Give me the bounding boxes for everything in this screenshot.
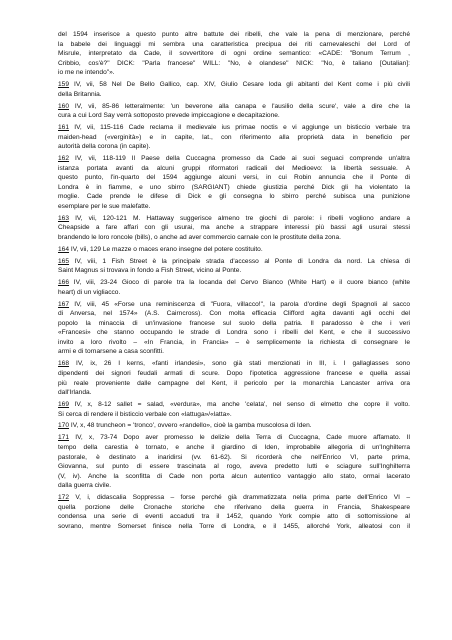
footnote-159 <box>58 80 410 99</box>
footnote-line: popolo la minaccia di un'invasione francese sul suolo della patria. Il paradosso è che i veri <box>58 319 410 327</box>
footnote-number[interactable]: 169 <box>58 400 70 408</box>
footnote-number[interactable]: 172 <box>58 494 70 502</box>
footnote-165 <box>58 257 410 276</box>
footnote-text: IV, x, 8-12 sallet = salad, «verdura», ma anche 'celata', nel senso di elmetto che copre il volto. <box>74 400 410 408</box>
footnote-number[interactable]: 165 <box>58 257 70 265</box>
footnote-line: istanza portata avanti da alcuni gruppi riformatori radicali del Medioevo: la libertà sessuale. A <box>58 164 410 172</box>
footnote-164 <box>58 245 410 255</box>
footnote-line: maiden-head («verginità») e in capite, lat., con riferimento alla proprietà data in beneficio per <box>58 133 410 141</box>
footnote-line: «Francesi» che stanno occupando le strade di Londra sono i ribelli del Kent, e che il successivo <box>58 329 410 337</box>
footnote-line: della Britannia. <box>58 90 102 98</box>
footnote-continuation <box>58 30 410 78</box>
footnote-line: pastorale, è destinato a inaridirsi (vv. 61-62). Si ricorderà che nell'Enrico VI, parte prima, <box>58 453 410 461</box>
footnote-line: del 1594 inserisce a questo punto altre battute dei ribelli, che vale la pena di menzionare, perché <box>58 31 410 38</box>
footnote-line: sovrano, mentre Somerset finisce nella Torre di Londra, e il 1455, allorché York, alleatosi con il <box>58 522 410 530</box>
footnote-line: armi e di tornarsene a casa sconfitti. <box>58 348 164 356</box>
footnote-number[interactable]: 168 <box>58 360 70 368</box>
footnote-line: Saint Magnus si trovava in fondo a Fish Street, vicino al Ponte. <box>58 267 242 275</box>
footnote-number[interactable]: 162 <box>58 155 70 163</box>
footnote-number[interactable]: 164 <box>58 245 70 253</box>
footnote-171 <box>58 433 410 490</box>
footnote-167 <box>58 300 410 357</box>
footnote-line: (V, iv). Anche la sconfitta di Cade non porta alcun autentico vantaggio allo stato, ormai lacerato <box>58 472 410 480</box>
footnote-number[interactable]: 163 <box>58 214 70 222</box>
footnote-line: dipendenti dei signori feudali armati di scure. Dopo l'ipotetica aggressione francese e quella assai <box>58 369 410 377</box>
footnote-line: la babele dei linguaggi mi sembra una caratteristica precipua dei riti carnevaleschi del Lord of <box>58 40 410 48</box>
footnote-text: IV, x, 48 truncheon = 'tronco', ovvero «randello», cioè la gamba muscolosa di Iden. <box>70 422 312 430</box>
footnote-line: invito a loro rivolto – «In Francia, in Francia» – è semplicemente la richiesta di consegnare le <box>58 338 410 346</box>
footnote-text: IV, vii, 120-121 M. Hattaway suggerisce almeno tre giochi di parole: i ribelli vogliono andare a <box>75 214 410 222</box>
footnote-line: Giovanna, sul punto di essere trascinata al rogo, aveva predetto lutti e sciagure sull'Inghilterra <box>58 463 410 471</box>
footnote-line <box>58 278 410 288</box>
footnote-line: quella porzione delle Cronache storiche che riferivano della guerra in Francia, Shakespeare <box>58 503 410 511</box>
footnote-163 <box>58 214 410 243</box>
footnote-line <box>58 80 410 90</box>
footnote-line: questo punto, l'in-quarto del 1594 aggiunge alcuni versi, in cui Robin annuncia che il Ponte di <box>58 174 410 182</box>
footnote-line <box>58 154 410 164</box>
footnote-number[interactable]: 170 <box>58 422 70 430</box>
footnote-172 <box>58 493 410 531</box>
footnote-161 <box>58 123 410 152</box>
footnote-line: Si cerca di rendere il bisticcio verbale con «lattuga»/«latta». <box>58 410 232 418</box>
footnote-line <box>58 257 410 267</box>
footnote-line <box>58 214 410 224</box>
footnote-line <box>58 245 410 255</box>
footnote-line: tempo della carestia è tornato, e anche il giardino di Iden, improbabile allegoria di un'Inghilterra <box>58 443 410 451</box>
footnote-number[interactable]: 167 <box>58 300 70 308</box>
footnote-number[interactable]: 161 <box>58 124 70 132</box>
footnote-line: brandendo le loro roncole (bills), o anche ad aver commercio carnale con le prostitute della zona. <box>58 233 341 241</box>
footnote-line: dall'Irlanda. <box>58 389 92 397</box>
footnote-number[interactable]: 160 <box>58 102 70 110</box>
footnote-text: IV, x, 73-74 Dopo aver promesso le delizie della Terra di Cuccagna, Cade muore affamato. Il <box>75 434 410 442</box>
footnote-line: Cheapside a fare affari con gli usurai, ma anche a strappare interessi più bassi agli usurai stessi <box>58 224 410 232</box>
footnote-text: IV, viii, 45 «Forse una reminiscenza di "Fuora, villacco!", la parola d'ordine degli Spagnoli al sacco <box>74 300 410 308</box>
footnote-line <box>58 421 410 431</box>
footnote-line: condensa una serie di eventi accaduti tra il 1452, quando York compie atto di sottomissione al <box>58 513 410 521</box>
footnote-line <box>58 359 410 369</box>
footnote-line: Misrule, interpretato da Cade, il sovvertitore di ogni ordine semantico: «CADE: "Bonum Terrum , <box>58 50 410 58</box>
footnote-text: IV, vii, 58 Nel De Bello Gallico, cap. XIV, Giulio Cesare loda gli abitanti del Kent come i più civili <box>73 81 410 89</box>
footnote-text: IV, vii, 115-116 Cade reclama il medievale ius primae noctis e vi aggiunge un bisticcio verbale tra <box>74 124 410 132</box>
footnote-line <box>58 493 410 503</box>
footnote-text: IV, vii, 118-119 Il Paese della Cuccagna promesso da Cade ai suoi seguaci comprende un'altra <box>75 155 410 163</box>
footnote-text: IV, ix, 26 I kerns, «fanti irlandesi», sono già stati menzionati in III, i. I gallaglasses sono <box>75 360 410 368</box>
footnote-text: IV, viii, 23-24 Gioco di parole tra la locanda del Cervo Bianco (White Hart) e il cuore bianco (white <box>73 279 410 287</box>
footnote-line: più reale proveniente dalle campagne del Kent, il pericolo per la monarchia Lancaster arriva ora <box>58 379 410 387</box>
footnote-line: moglie. Cade prende le difese di Dick e gli consegna lo sbirro perché subisca una punizione <box>58 193 410 201</box>
footnote-line: Londra è in fiamme, e uno sbirro (SARGIANT) chiede giustizia perché Dick gli ha violentato la <box>58 183 410 191</box>
footnote-text: V, i, didascalia Soppressa – forse perché già drammatizzata nella prima parte dell'Enrico VI – <box>75 494 410 502</box>
footnote-text: IV, vii, 129 Le mazze o maces erano insegne del potere costituito. <box>70 245 263 253</box>
footnote-170 <box>58 421 410 431</box>
footnote-162 <box>58 154 410 211</box>
footnote-160 <box>58 102 410 121</box>
footnote-line: Cribbio, cos'è?" DICK: "Parla francese" WILL: "No, è olandese" NICK: "No, è taliano [Outalian]: <box>58 59 410 67</box>
footnote-line: heart) di un vigliacco. <box>58 288 121 296</box>
footnote-166 <box>58 278 410 297</box>
footnote-line <box>58 123 410 133</box>
footnote-line <box>58 300 410 310</box>
footnote-text: IV, viii, 1 Fish Street è la principale strada d'accesso al Ponte di Londra da nord. La chiesa di <box>74 257 410 265</box>
document-page <box>58 30 410 534</box>
footnote-number[interactable]: 159 <box>58 81 70 89</box>
footnote-line <box>58 433 410 443</box>
footnote-169 <box>58 400 410 419</box>
footnote-line <box>58 400 410 410</box>
footnote-line: cura a cui Lord Say verrà sottoposto prevede impiccagione e decapitazione. <box>58 112 280 120</box>
footnote-line: autorità della corona (in capite). <box>58 143 151 151</box>
footnote-line: dalla guerra civile. <box>58 482 112 490</box>
footnote-168 <box>58 359 410 397</box>
footnote-line: esemplare per le sue malefatte. <box>58 202 151 210</box>
footnote-text: IV, vii, 85-86 letteralmente: 'un beverone alla canapa e l'ausilio della scure', vale a dire che la <box>74 102 410 110</box>
footnote-number[interactable]: 166 <box>58 279 70 287</box>
footnote-line: di Anversa, nel 1574» (A.S. Cairncross). Con molta efficacia Clifford agita davanti agli occhi del <box>58 310 410 318</box>
footnote-number[interactable]: 171 <box>58 434 70 442</box>
footnote-line: io me ne intendo"». <box>58 69 115 77</box>
footnote-line <box>58 102 410 112</box>
